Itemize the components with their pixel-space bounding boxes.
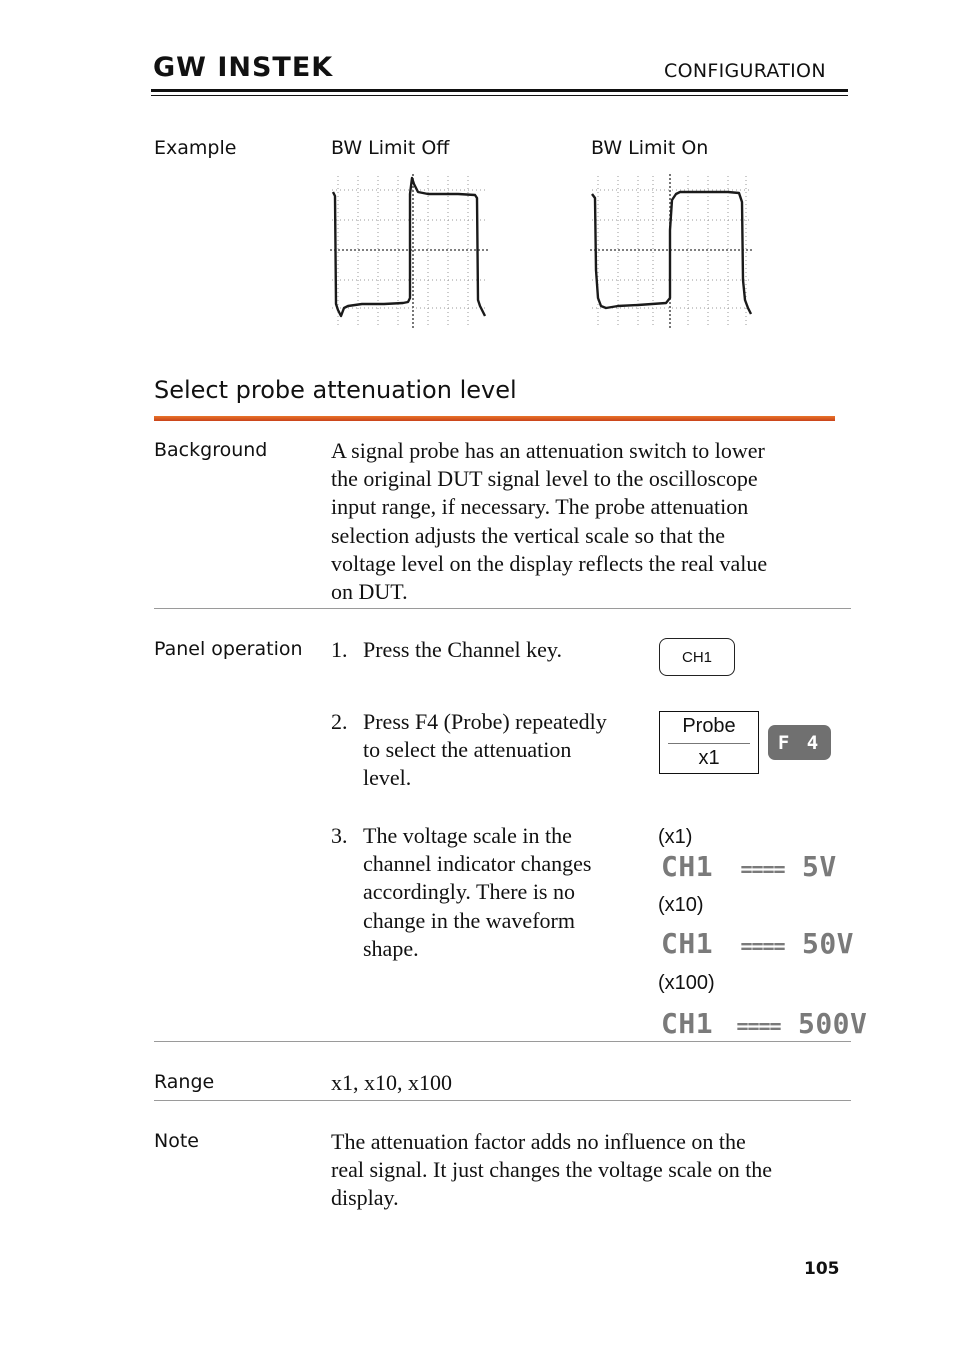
waveform-bw-on xyxy=(588,170,754,330)
example-label: Example xyxy=(154,137,237,159)
range-label: Range xyxy=(154,1071,215,1093)
step-2-text xyxy=(363,708,653,793)
indicator-x100-label: (x100) xyxy=(658,972,715,994)
step-1-text xyxy=(363,636,653,664)
probe-menu-divider xyxy=(668,743,750,744)
background-line: selection adjusts the vertical scale so that the xyxy=(331,522,726,548)
step-1-number: 1. xyxy=(331,637,348,662)
f4-button[interactable]: F 4 xyxy=(768,725,831,760)
background-line: A signal probe has an attenuation switch to lower xyxy=(331,438,765,463)
step-line: Press F4 (Probe) repeatedly xyxy=(363,709,607,734)
step-line: The voltage scale in the xyxy=(363,823,572,848)
range-value: x1, x10, x100 xyxy=(331,1070,452,1095)
background-label: Background xyxy=(154,439,268,461)
step-line: accordingly. There is no xyxy=(363,879,575,905)
indicator-x1-label: (x1) xyxy=(658,826,693,848)
header-rule xyxy=(151,89,848,92)
step-3-number: 3. xyxy=(331,823,348,848)
section-title: CONFIGURATION xyxy=(664,60,826,82)
background-line: voltage level on the display reflects the real value xyxy=(331,550,768,576)
dc-coupling-icon: ==== xyxy=(736,1014,781,1038)
section-heading: Select probe attenuation level xyxy=(154,376,517,404)
panel-operation-label: Panel operation xyxy=(154,638,303,660)
channel-indicator-x100 xyxy=(661,1007,867,1040)
channel-indicator-x1 xyxy=(661,850,837,883)
bw-limit-off-title: BW Limit Off xyxy=(331,137,450,159)
heading-rule xyxy=(154,416,835,421)
background-line: input range, if necessary. The probe attenuation xyxy=(331,494,749,520)
probe-menu-softkey[interactable] xyxy=(659,711,759,774)
step-3-text xyxy=(363,822,653,963)
step-line: Press the Channel key. xyxy=(363,637,562,662)
page-number: 105 xyxy=(804,1259,840,1279)
dc-coupling-icon: ==== xyxy=(740,934,785,958)
step-line: channel indicator changes xyxy=(363,851,592,877)
step-line: shape. xyxy=(363,935,419,961)
channel-name: CH1 xyxy=(661,1007,714,1040)
dc-coupling-icon: ==== xyxy=(740,857,785,881)
probe-menu-title: Probe xyxy=(682,715,736,737)
bw-limit-on-title: BW Limit On xyxy=(591,137,709,159)
volt-scale: 50V xyxy=(801,927,855,960)
waveform-bw-off xyxy=(328,170,490,330)
ch1-key[interactable]: CH1 xyxy=(659,638,735,676)
divider xyxy=(154,1100,851,1101)
step-line: to select the attenuation xyxy=(363,737,572,763)
note-line: real signal. It just changes the voltage scale on the xyxy=(331,1157,773,1183)
note-label: Note xyxy=(154,1130,199,1152)
header-rule-thin xyxy=(151,95,848,96)
step-line: change in the waveform xyxy=(363,907,575,933)
channel-name: CH1 xyxy=(661,927,714,960)
note-line: display. xyxy=(331,1185,399,1211)
background-line: on DUT. xyxy=(331,579,408,605)
volt-scale: 5V xyxy=(801,850,837,883)
step-line: level. xyxy=(363,765,412,791)
divider xyxy=(154,1041,851,1042)
volt-scale: 500V xyxy=(797,1007,868,1040)
gw-instek-logo: GW INSTEK xyxy=(153,52,334,83)
channel-name: CH1 xyxy=(661,850,714,883)
channel-indicator-x10 xyxy=(661,927,854,960)
background-line: the original DUT signal level to the oscilloscope xyxy=(331,466,758,492)
background-text xyxy=(331,437,841,606)
step-2-number: 2. xyxy=(331,709,348,734)
note-text xyxy=(331,1128,841,1213)
probe-menu-value: x1 xyxy=(698,747,720,769)
note-line: The attenuation factor adds no influence on the xyxy=(331,1129,746,1154)
indicator-x10-label: (x10) xyxy=(658,894,704,916)
divider xyxy=(154,608,851,609)
